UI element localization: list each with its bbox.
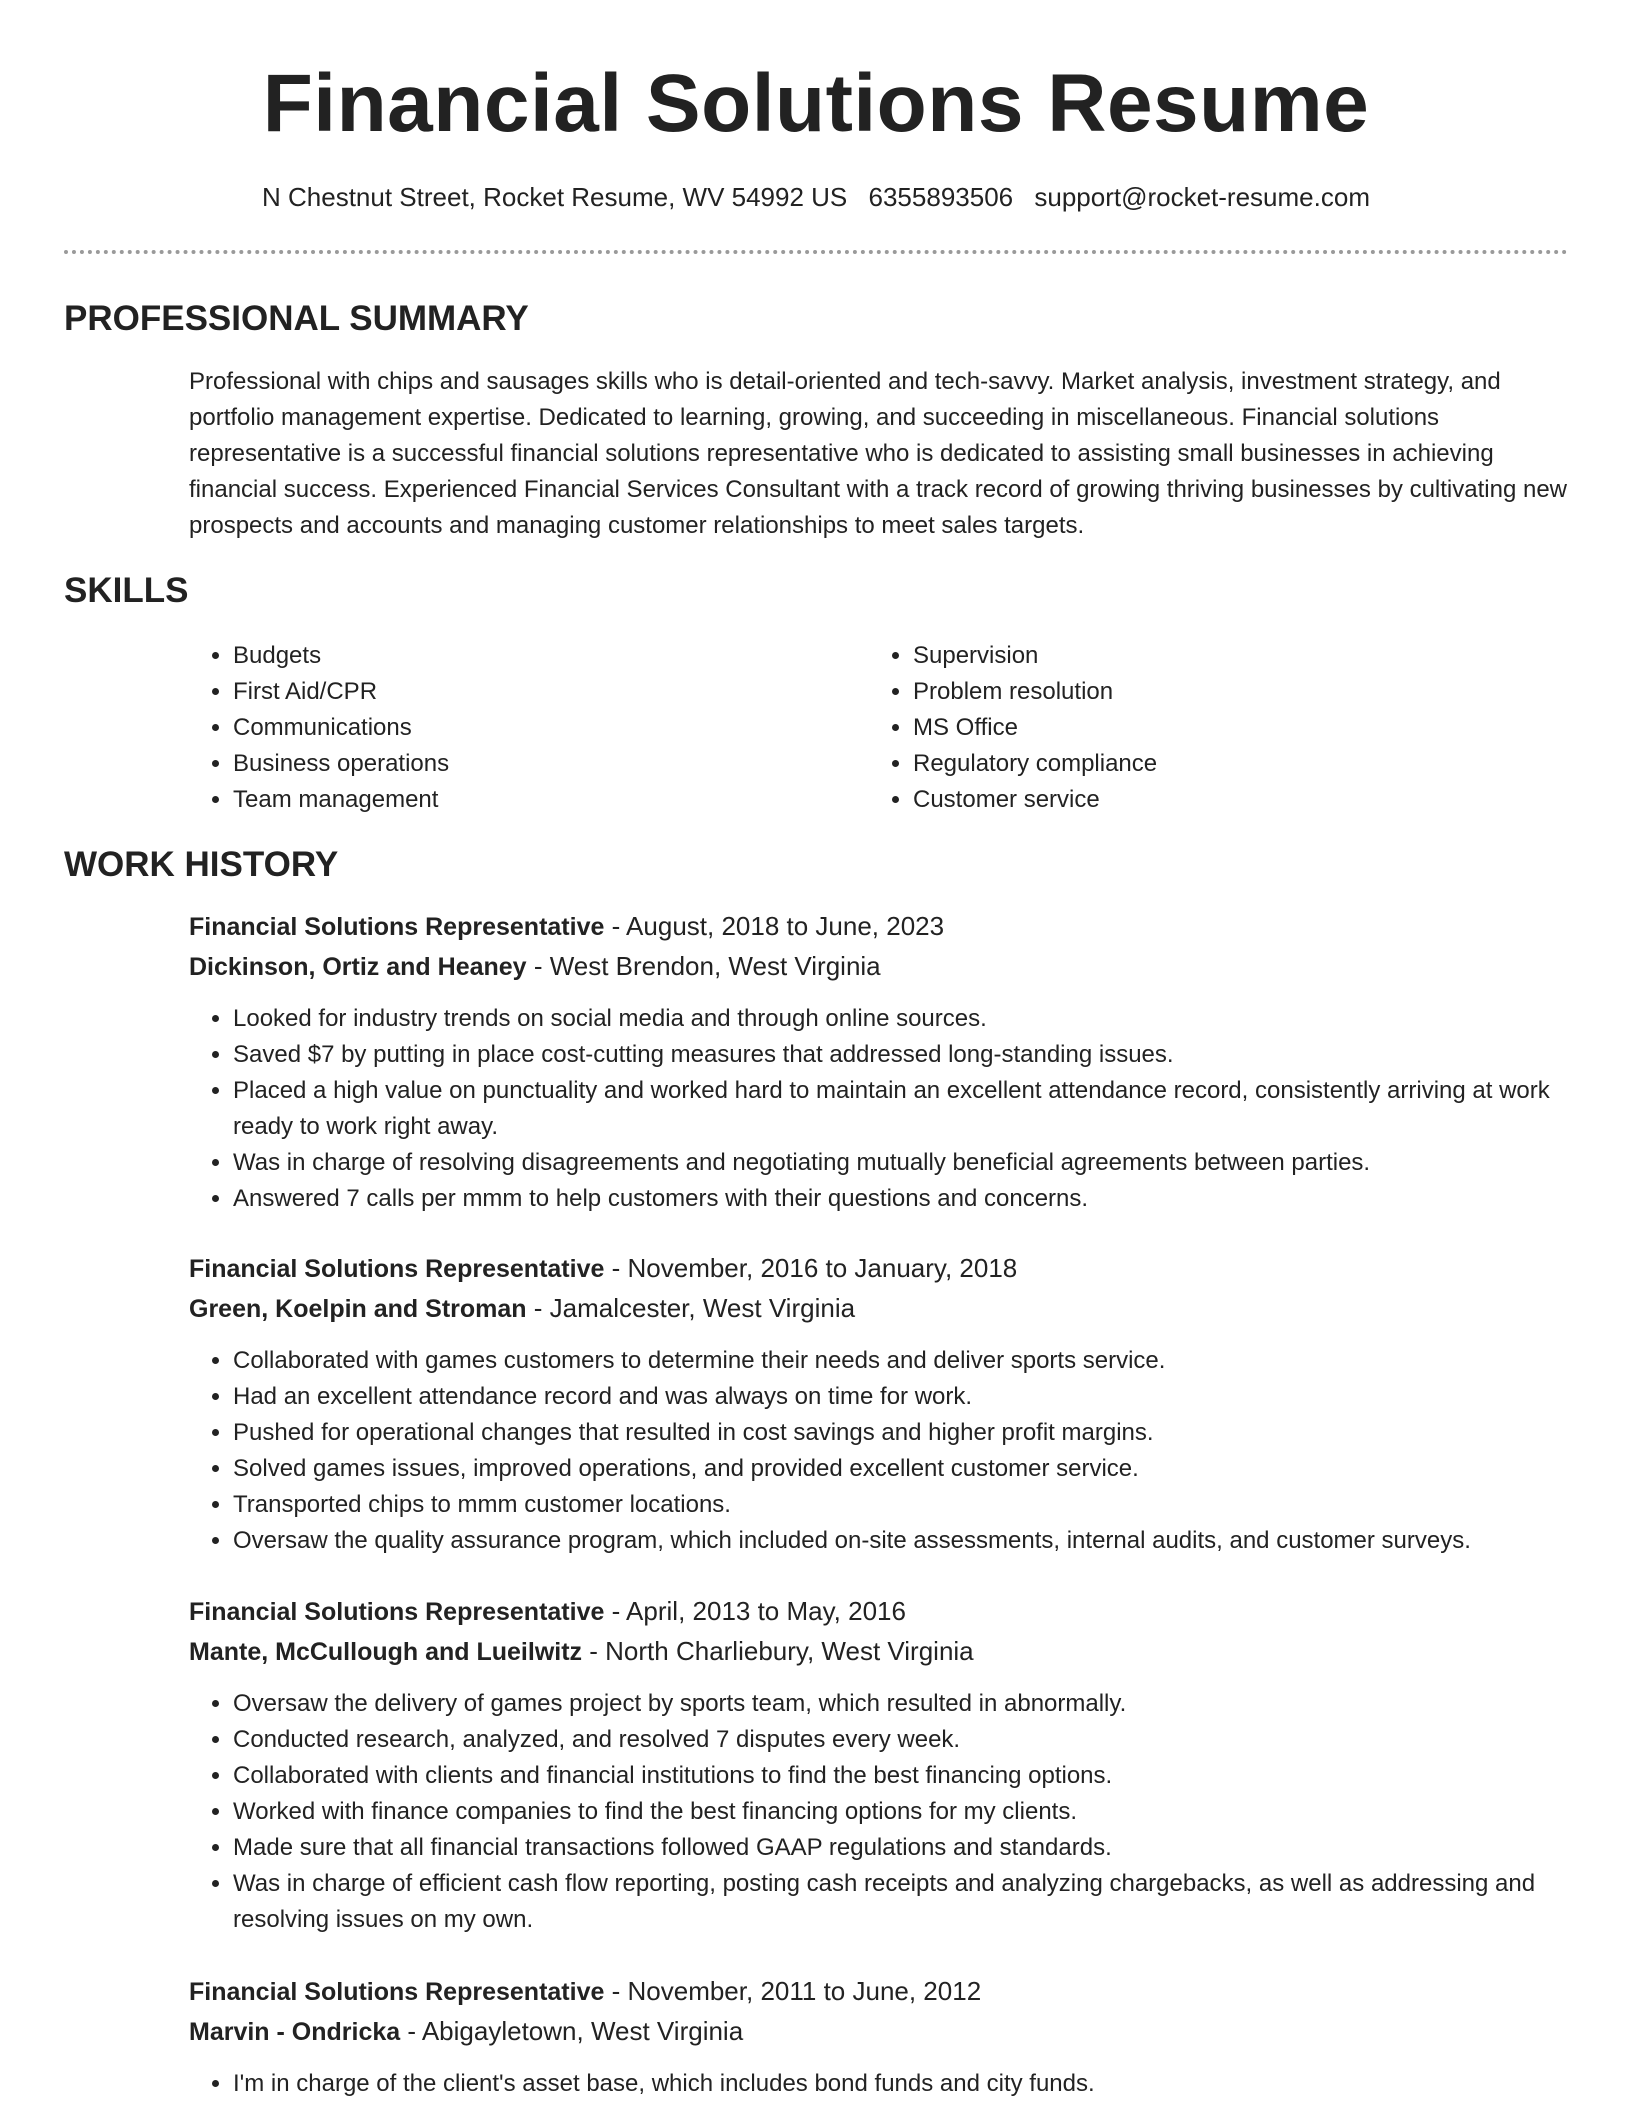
section-title-summary: PROFESSIONAL SUMMARY (64, 299, 529, 338)
job-bullets (189, 1343, 1569, 1559)
skills-column-right (869, 638, 1549, 818)
job-title: Financial Solutions Representative (189, 913, 605, 941)
contact-email[interactable]: support@rocket-resume.com (1034, 182, 1370, 212)
skill-item: • Communications (233, 710, 869, 746)
skill-item: • Budgets (233, 638, 869, 674)
job-company-line (189, 947, 1569, 987)
job-dates: - April, 2013 to May, 2016 (604, 1596, 906, 1626)
job-bullet: • Answered 7 calls per mmm to help customers with their questions and concerns. (233, 1181, 1569, 1217)
job-bullet: • Worked with finance companies to find the best financing options for my clients. (233, 1794, 1569, 1830)
job-bullet: • Solved games issues, improved operations, and provided excellent customer service. (233, 1451, 1569, 1487)
resume-title: Financial Solutions Resume (262, 58, 1370, 149)
skills-column-left (189, 638, 869, 818)
section-title-work: WORK HISTORY (64, 845, 339, 884)
job-location: - Abigayletown, West Virginia (400, 2016, 744, 2046)
job-location: - West Brendon, West Virginia (526, 951, 881, 981)
job-bullet: • Looked for industry trends on social media and through online sources. (233, 1001, 1569, 1037)
job-bullet: • Transported chips to mmm customer locations. (233, 1487, 1569, 1523)
job-entry (189, 907, 1569, 1217)
job-company: Green, Koelpin and Stroman (189, 1295, 527, 1323)
job-bullet: • Had an excellent attendance record and was always on time for work. (233, 1379, 1569, 1415)
contact-line (0, 180, 1632, 214)
job-bullet: • Made sure that all financial transactions followed GAAP regulations and standards. (233, 1830, 1569, 1866)
job-bullet: • Was in charge of resolving disagreements and negotiating mutually beneficial agreements between parties. (233, 1145, 1569, 1181)
job-bullet: • Conducted research, analyzed, and resolved 7 disputes every week. (233, 1722, 1569, 1758)
section-title-skills: SKILLS (64, 571, 189, 610)
job-company: Mante, McCullough and Lueilwitz (189, 1638, 583, 1666)
job-bullets (189, 1001, 1569, 1217)
job-title-line (189, 1972, 1569, 2012)
job-title: Financial Solutions Representative (189, 1255, 605, 1283)
job-dates: - November, 2011 to June, 2012 (604, 1976, 982, 2006)
skill-item: • Problem resolution (913, 674, 1549, 710)
job-dates: - November, 2016 to January, 2018 (604, 1253, 1018, 1283)
job-bullet: • Was in charge of efficient cash flow reporting, posting cash receipts and analyzing chargebacks, as well as addressing and resolving issues on my own. (233, 1866, 1569, 1938)
job-company-line (189, 1632, 1569, 1672)
job-bullet: • I'm in charge of the client's asset base, which includes bond funds and city funds. (233, 2066, 1569, 2102)
job-company: Dickinson, Ortiz and Heaney (189, 953, 527, 981)
job-title-line (189, 1249, 1569, 1289)
job-bullet: • Placed a high value on punctuality and worked hard to maintain an excellent attendance record, consistently arriving at work ready to work right away. (233, 1073, 1569, 1145)
job-title: Financial Solutions Representative (189, 1598, 605, 1626)
contact-phone: 6355893506 (868, 182, 1014, 212)
skill-item: • First Aid/CPR (233, 674, 869, 710)
job-location: - North Charliebury, West Virginia (582, 1636, 974, 1666)
job-bullets (189, 1686, 1569, 1938)
job-entry (189, 1249, 1569, 1559)
job-title-line (189, 1592, 1569, 1632)
job-dates: - August, 2018 to June, 2023 (604, 911, 945, 941)
job-title-line (189, 907, 1569, 947)
job-bullet: • Oversaw the delivery of games project by sports team, which resulted in abnormally. (233, 1686, 1569, 1722)
skill-item: • Supervision (913, 638, 1549, 674)
skill-item: • Customer service (913, 782, 1549, 818)
header-divider (64, 250, 1568, 254)
job-entry (189, 1592, 1569, 1938)
job-bullet: • Pushed for operational changes that resulted in cost savings and higher profit margins. (233, 1415, 1569, 1451)
skill-item: • Team management (233, 782, 869, 818)
job-entry (189, 1972, 1569, 2102)
summary-text: Professional with chips and sausages skills who is detail-oriented and tech-savvy. Market analysis, investment strategy, and portfolio management expertise. Dedicated to learning, growing, and succeeding in miscellaneous. Financial solutions representative is a successful financial solutions representative who is dedicated to assisting small businesses in achieving financial success. Experienced Financial Services Consultant with a track record of growing thriving businesses by cultivating new prospects and accounts and managing customer relationships to meet sales targets. (189, 368, 1567, 539)
skill-item: • Regulatory compliance (913, 746, 1549, 782)
skills-list (189, 638, 1569, 818)
job-title: Financial Solutions Representative (189, 1978, 605, 2006)
job-company: Marvin - Ondricka (189, 2018, 401, 2046)
job-company-line (189, 2012, 1569, 2052)
job-bullet: • Collaborated with games customers to determine their needs and deliver sports service. (233, 1343, 1569, 1379)
contact-address: N Chestnut Street, Rocket Resume, WV 54992 US (262, 182, 848, 212)
job-company-line (189, 1289, 1569, 1329)
skill-item: • Business operations (233, 746, 869, 782)
job-bullets (189, 2066, 1569, 2102)
skill-item: • MS Office (913, 710, 1549, 746)
job-bullet: • Oversaw the quality assurance program, which included on-site assessments, internal audits, and customer surveys. (233, 1523, 1569, 1559)
job-bullet: • Collaborated with clients and financial institutions to find the best financing options. (233, 1758, 1569, 1794)
job-location: - Jamalcester, West Virginia (526, 1293, 856, 1323)
job-bullet: • Saved $7 by putting in place cost-cutting measures that addressed long-standing issues. (233, 1037, 1569, 1073)
